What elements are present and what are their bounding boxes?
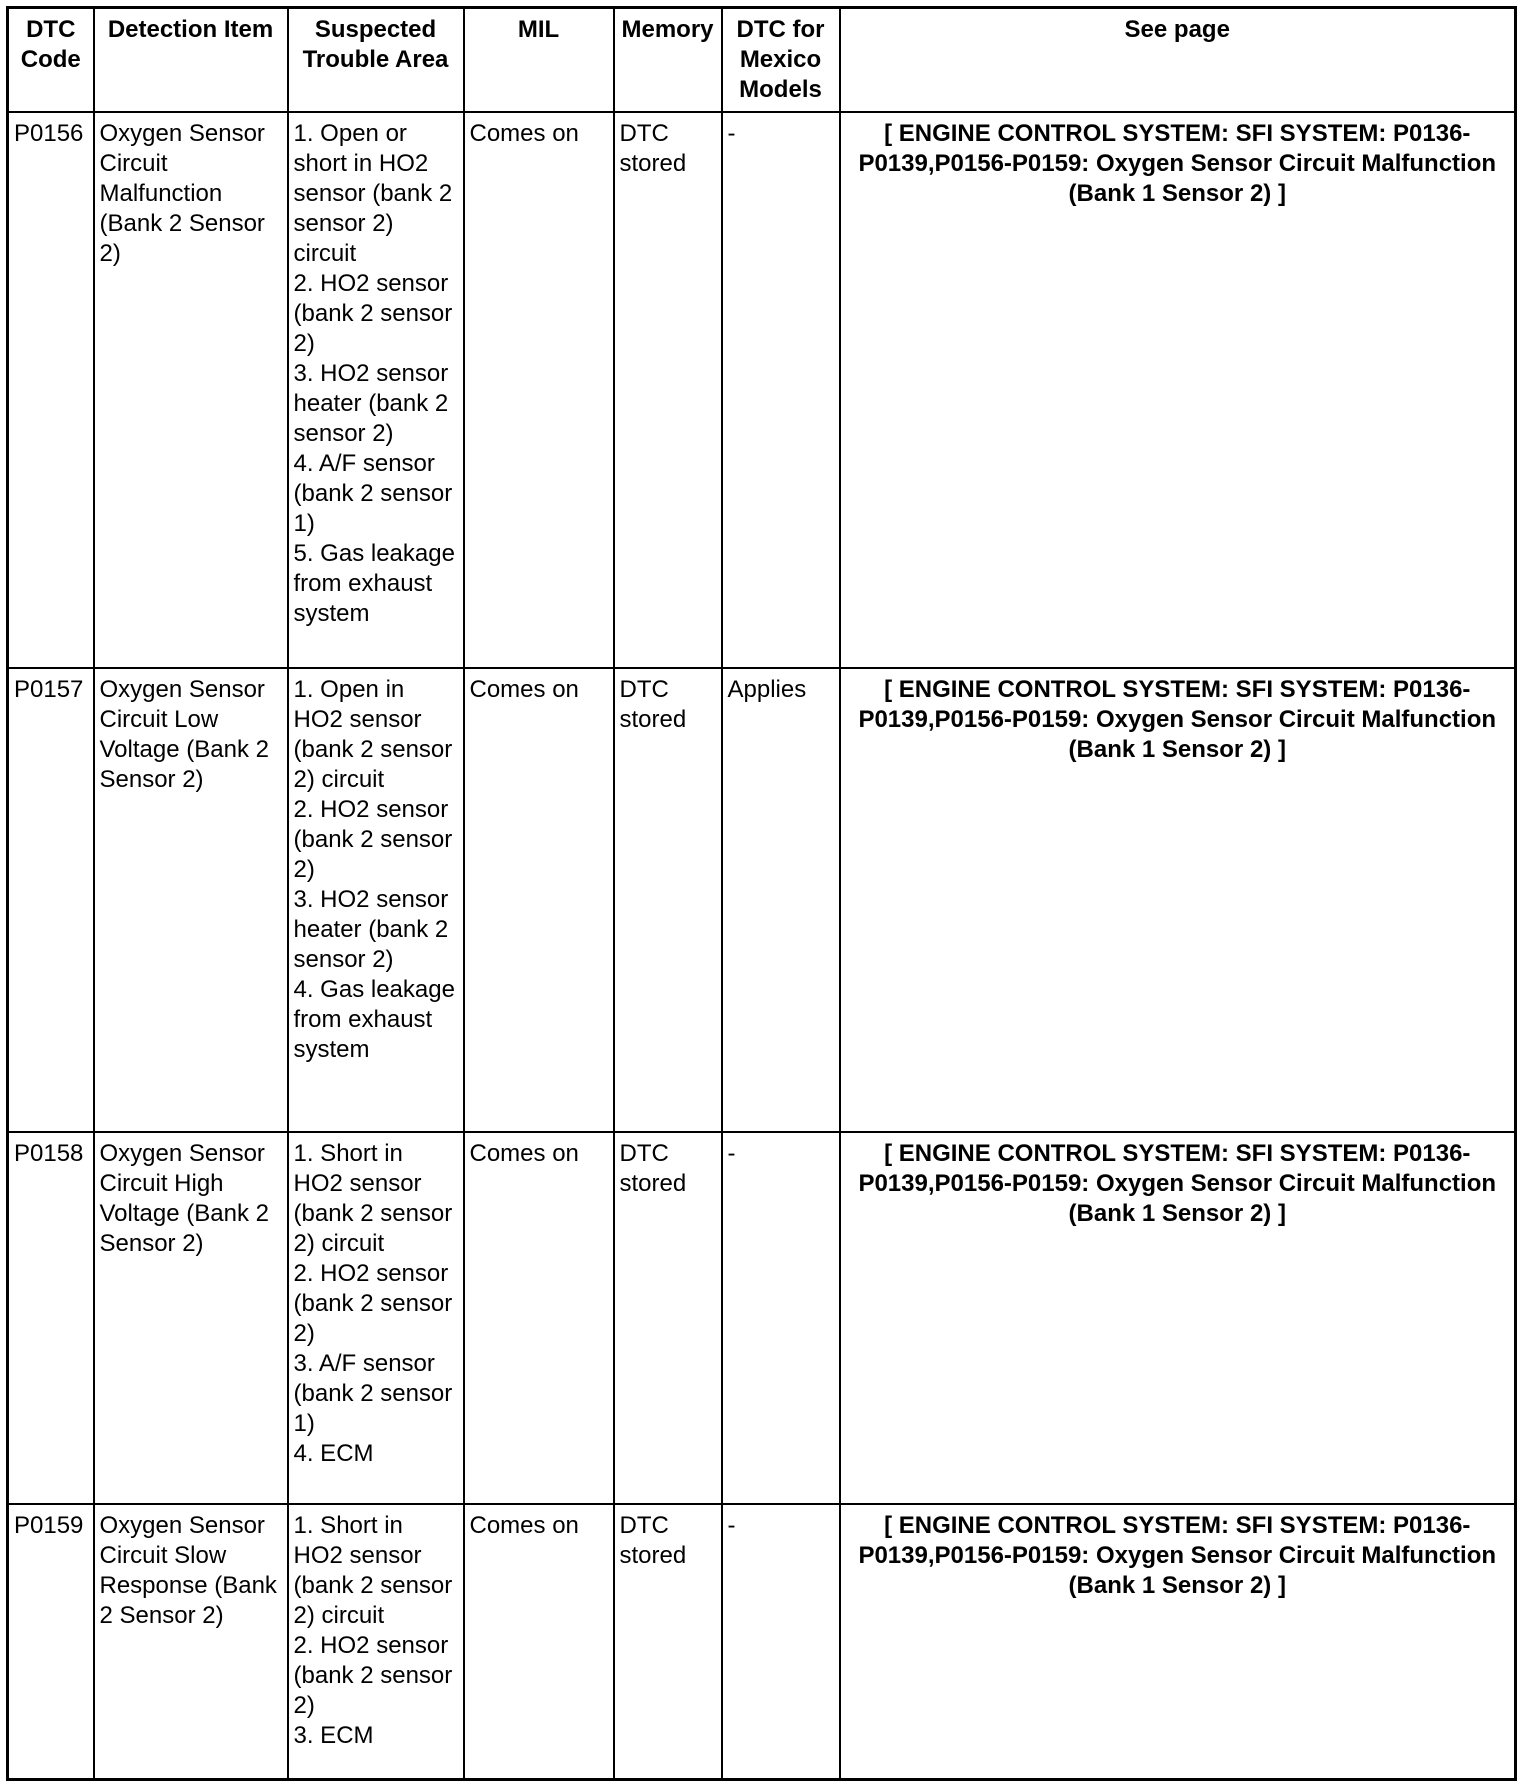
cell-mil: Comes on	[464, 112, 614, 668]
header-suspected-trouble-area: Suspected Trouble Area	[288, 8, 464, 112]
header-detection-item: Detection Item	[94, 8, 288, 112]
see-page-link[interactable]: [ ENGINE CONTROL SYSTEM: SFI SYSTEM: P0136-P0139,P0156-P0159: Oxygen Sensor Circuit Malfunction (Bank 1 Sensor 2) ]	[840, 112, 1516, 668]
table-row	[8, 668, 1516, 1132]
see-page-link[interactable]: [ ENGINE CONTROL SYSTEM: SFI SYSTEM: P0136-P0139,P0156-P0159: Oxygen Sensor Circuit Malfunction (Bank 1 Sensor 2) ]	[840, 1504, 1516, 1780]
cell-memory: DTC stored	[614, 112, 722, 668]
cell-detection-item: Oxygen Sensor Circuit High Voltage (Bank 2 Sensor 2)	[94, 1132, 288, 1504]
cell-detection-item: Oxygen Sensor Circuit Malfunction (Bank 2 Sensor 2)	[94, 112, 288, 668]
dtc-table	[6, 6, 1517, 1781]
cell-memory: DTC stored	[614, 668, 722, 1132]
header-mexico-models: DTC for Mexico Models	[722, 8, 840, 112]
cell-mexico: -	[722, 1504, 840, 1780]
cell-mexico: -	[722, 112, 840, 668]
cell-mil: Comes on	[464, 1504, 614, 1780]
header-dtc-code: DTC Code	[8, 8, 94, 112]
header-row	[8, 8, 1516, 112]
header-mil: MIL	[464, 8, 614, 112]
cell-trouble-area: 1. Short in HO2 sensor (bank 2 sensor 2) circuit 2. HO2 sensor (bank 2 sensor 2) 3. ECM	[288, 1504, 464, 1780]
see-page-link[interactable]: [ ENGINE CONTROL SYSTEM: SFI SYSTEM: P0136-P0139,P0156-P0159: Oxygen Sensor Circuit Malfunction (Bank 1 Sensor 2) ]	[840, 668, 1516, 1132]
cell-detection-item: Oxygen Sensor Circuit Low Voltage (Bank 2 Sensor 2)	[94, 668, 288, 1132]
cell-trouble-area: 1. Open or short in HO2 sensor (bank 2 sensor 2) circuit 2. HO2 sensor (bank 2 sensor 2) 3. HO2 sensor heater (bank 2 sensor 2) 4. A/F sensor (bank 2 sensor 1) 5. Gas leakage from exhaust system	[288, 112, 464, 668]
table-row	[8, 112, 1516, 668]
table-row	[8, 1132, 1516, 1504]
header-see-page: See page	[840, 8, 1516, 112]
cell-mil: Comes on	[464, 668, 614, 1132]
header-memory: Memory	[614, 8, 722, 112]
cell-mexico: -	[722, 1132, 840, 1504]
cell-trouble-area: 1. Open in HO2 sensor (bank 2 sensor 2) circuit 2. HO2 sensor (bank 2 sensor 2) 3. HO2 sensor heater (bank 2 sensor 2) 4. Gas leakage from exhaust system	[288, 668, 464, 1132]
cell-dtc-code: P0157	[8, 668, 94, 1132]
cell-detection-item: Oxygen Sensor Circuit Slow Response (Bank 2 Sensor 2)	[94, 1504, 288, 1780]
cell-dtc-code: P0156	[8, 112, 94, 668]
cell-memory: DTC stored	[614, 1504, 722, 1780]
see-page-link[interactable]: [ ENGINE CONTROL SYSTEM: SFI SYSTEM: P0136-P0139,P0156-P0159: Oxygen Sensor Circuit Malfunction (Bank 1 Sensor 2) ]	[840, 1132, 1516, 1504]
cell-mexico: Applies	[722, 668, 840, 1132]
cell-memory: DTC stored	[614, 1132, 722, 1504]
cell-mil: Comes on	[464, 1132, 614, 1504]
cell-trouble-area: 1. Short in HO2 sensor (bank 2 sensor 2) circuit 2. HO2 sensor (bank 2 sensor 2) 3. A/F sensor (bank 2 sensor 1) 4. ECM	[288, 1132, 464, 1504]
table-row	[8, 1504, 1516, 1780]
cell-dtc-code: P0158	[8, 1132, 94, 1504]
cell-dtc-code: P0159	[8, 1504, 94, 1780]
